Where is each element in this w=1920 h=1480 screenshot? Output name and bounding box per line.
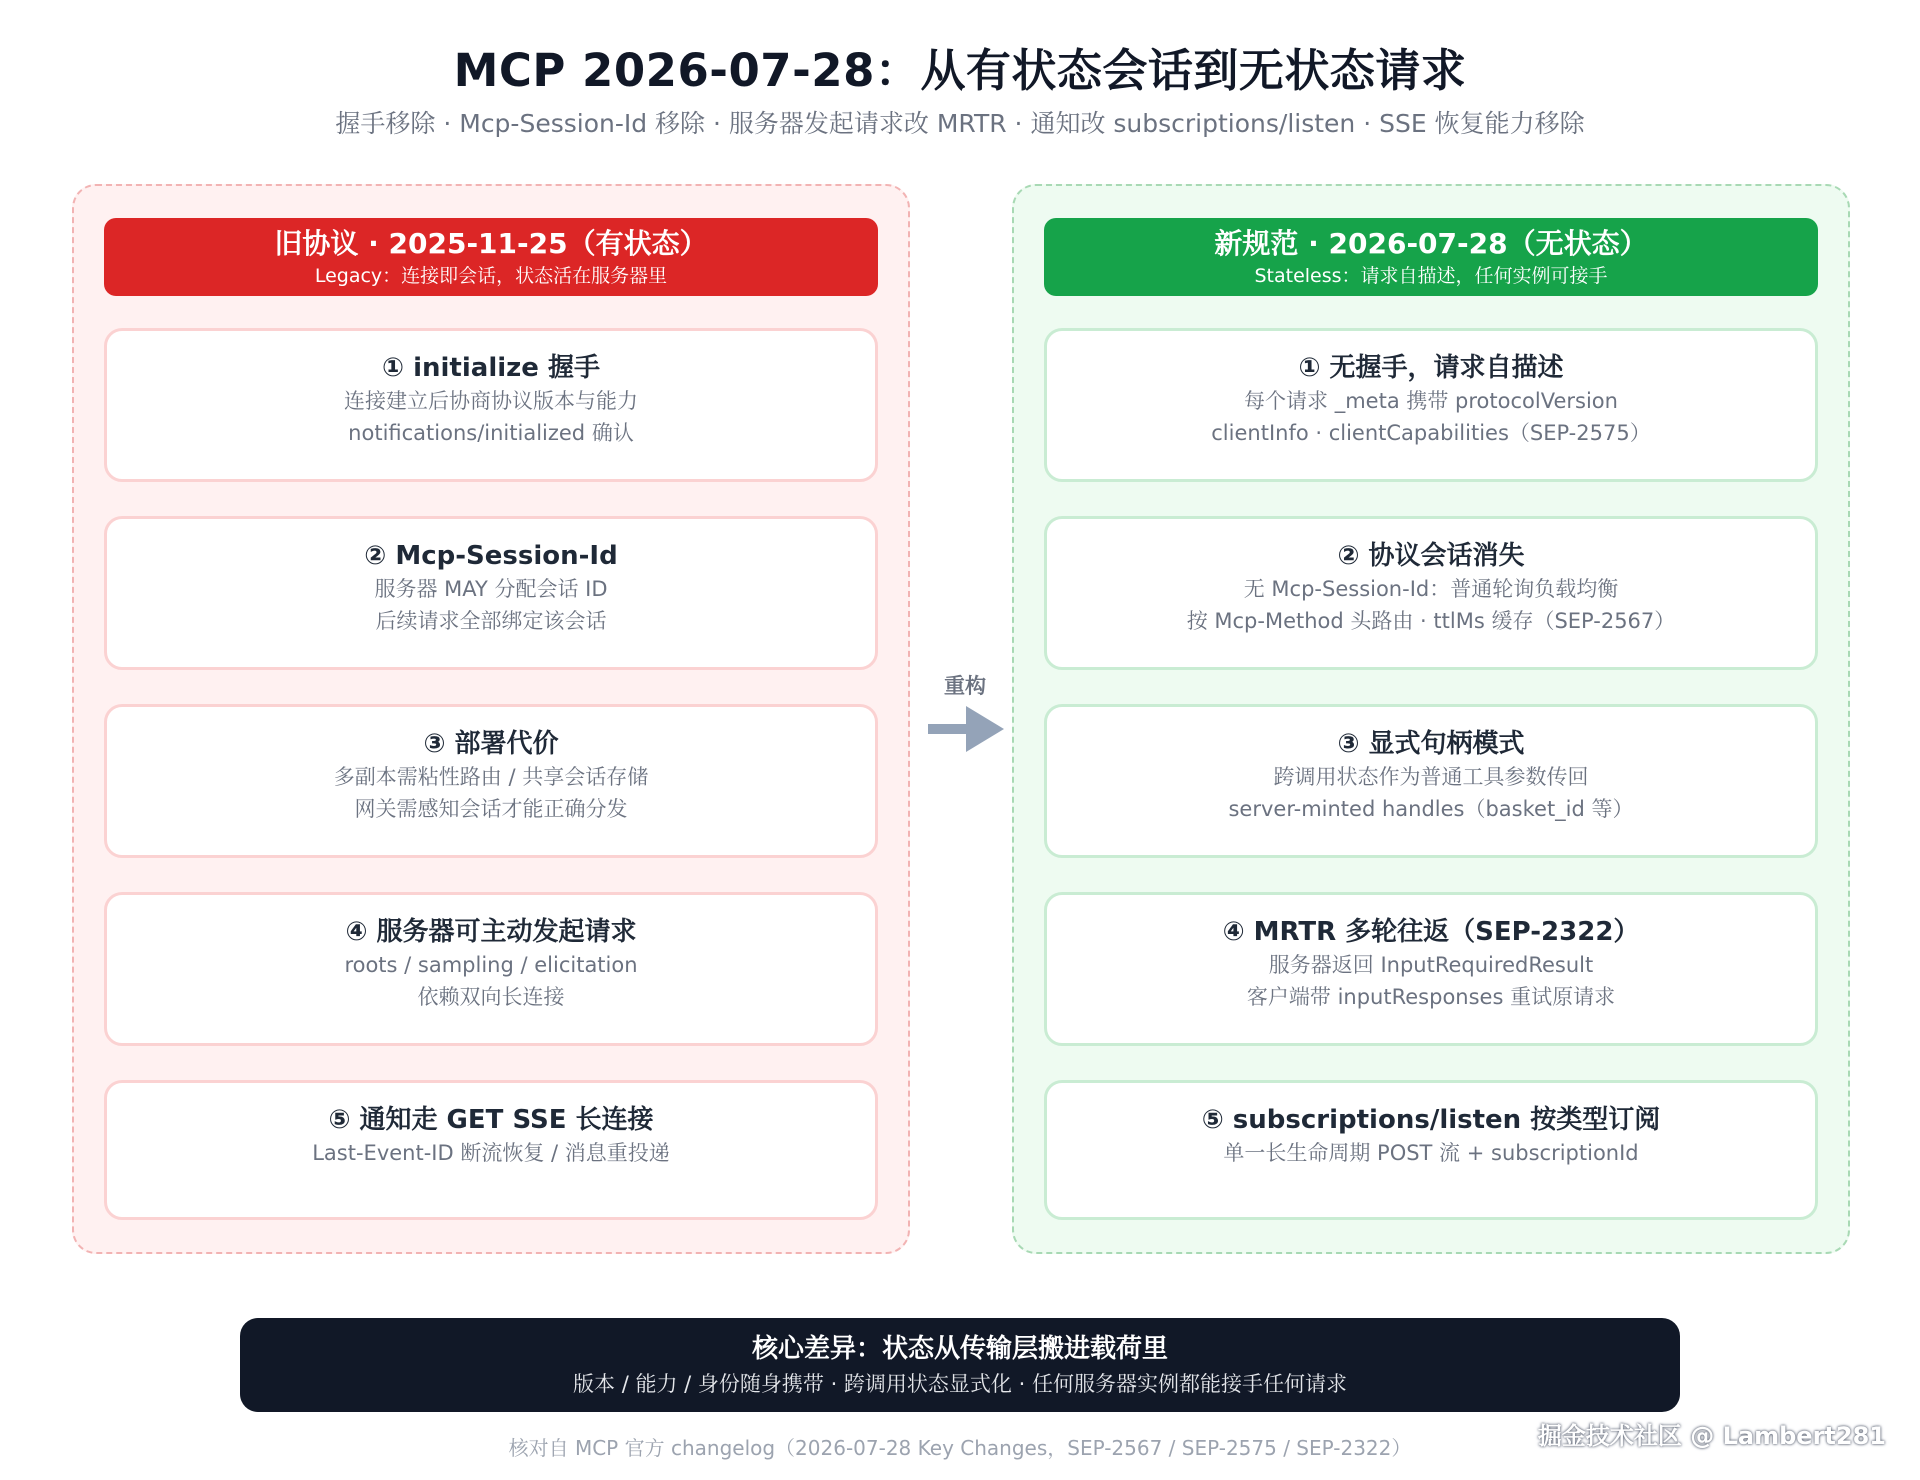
new-card-session-gone [1044,516,1818,670]
card-line: notifications/initialized 确认 [348,421,634,445]
card-line: 多副本需粘性路由 / 共享会话存储 [333,765,649,789]
card-line: 服务器 MAY 分配会话 ID [374,577,608,601]
card-line: 单一长生命周期 POST 流 + subscriptionId [1223,1141,1639,1165]
card-line: 服务器返回 InputRequiredResult [1268,953,1594,977]
card-line: 按 Mcp-Method 头路由 · ttlMs 缓存（SEP-2567） [1186,609,1676,633]
card-title: ③ 部署代价 [423,729,559,759]
summary-banner [240,1318,1680,1412]
card-title: ① initialize 握手 [382,353,600,383]
new-spec-panel [1012,184,1850,1254]
old-card-session-id [104,516,878,670]
card-line: server-minted handles（basket_id 等） [1228,797,1634,821]
page-subtitle: 握手移除 · Mcp-Session-Id 移除 · 服务器发起请求改 MRTR · 通知改 subscriptions/listen · SSE 恢复能力移除 [335,109,1585,138]
old-card-deploy-cost [104,704,878,858]
arrow-right-icon [924,700,1006,760]
summary-title: 核心差异：状态从传输层搬进载荷里 [751,1334,1168,1364]
new-card-no-handshake [1044,328,1818,482]
card-title: ② 协议会话消失 [1337,541,1525,571]
card-title: ④ MRTR 多轮往返（SEP-2322） [1222,917,1640,947]
old-panel-header [104,218,878,296]
card-title: ⑤ subscriptions/listen 按类型订阅 [1201,1105,1661,1135]
page-title: MCP 2026-07-28：从有状态会话到无状态请求 [453,44,1467,97]
old-card-notifications [104,1080,878,1220]
card-line: 无 Mcp-Session-Id：普通轮询负载均衡 [1243,577,1619,601]
card-line: clientInfo · clientCapabilities（SEP-2575） [1211,421,1651,445]
summary-subtitle: 版本 / 能力 / 身份随身携带 · 跨调用状态显式化 · 任何服务器实例都能接手任何请求 [573,1372,1347,1396]
card-line: 跨调用状态作为普通工具参数传回 [1273,765,1589,789]
old-protocol-panel [72,184,910,1254]
old-card-server-requests [104,892,878,1046]
arrow-label: 重构 [944,674,986,698]
new-card-explicit-handles [1044,704,1818,858]
card-line: 依赖双向长连接 [417,985,565,1009]
new-card-subscriptions [1044,1080,1818,1220]
card-line: 后续请求全部绑定该会话 [375,609,607,633]
new-panel-subtitle: Stateless：请求自描述，任何实例可接手 [1254,265,1608,287]
card-line: 连接建立后协商协议版本与能力 [344,389,638,413]
new-panel-title: 新规范 · 2026-07-28（无状态） [1214,227,1648,260]
card-line: Last-Event-ID 断流恢复 / 消息重投递 [312,1141,670,1165]
card-title: ④ 服务器可主动发起请求 [345,917,637,947]
new-card-mrtr [1044,892,1818,1046]
old-panel-title: 旧协议 · 2025-11-25（有状态） [274,227,708,260]
source-footnote: 核对自 MCP 官方 changelog（2026-07-28 Key Changes，SEP-2567 / SEP-2575 / SEP-2322） [508,1436,1412,1460]
card-line: 客户端带 inputResponses 重试原请求 [1246,985,1616,1009]
card-line: roots / sampling / elicitation [344,953,638,977]
card-line: 每个请求 _meta 携带 protocolVersion [1244,389,1618,413]
card-title: ② Mcp-Session-Id [364,541,618,571]
card-title: ③ 显式句柄模式 [1337,729,1525,759]
new-panel-header [1044,218,1818,296]
old-panel-subtitle: Legacy：连接即会话，状态活在服务器里 [314,265,668,287]
card-line: 网关需感知会话才能正确分发 [354,797,628,821]
card-title: ① 无握手，请求自描述 [1298,353,1564,383]
refactor-arrow [924,670,1006,760]
old-card-handshake [104,328,878,482]
watermark: 掘金技术社区 @ Lambert281 [1537,1422,1886,1450]
card-title: ⑤ 通知走 GET SSE 长连接 [328,1105,654,1135]
